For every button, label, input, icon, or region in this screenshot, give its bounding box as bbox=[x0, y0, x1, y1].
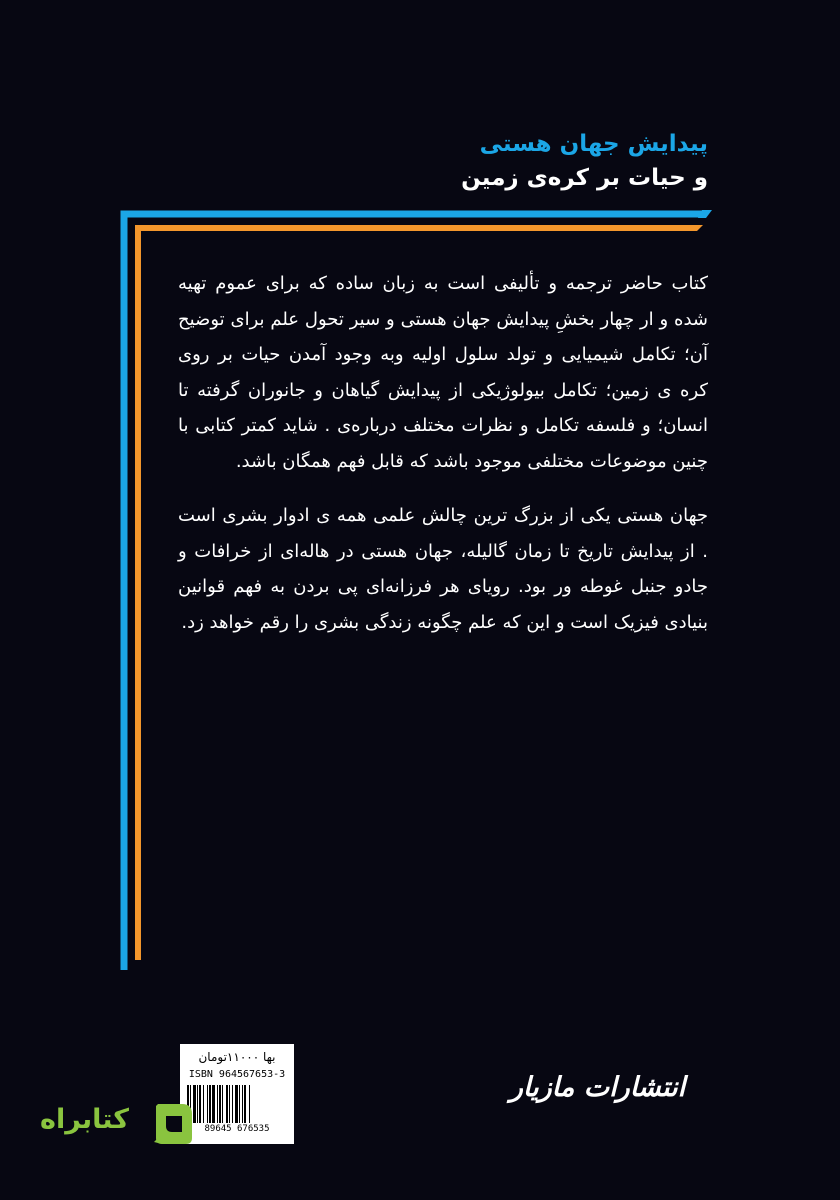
publisher-name: انتشارات مازیار bbox=[509, 1072, 686, 1103]
book-logo-icon bbox=[152, 1098, 196, 1146]
book-title-line-2: و حیات بر کره‌ی زمین bbox=[461, 165, 708, 191]
synopsis-paragraph-1: کتاب حاضر ترجمه و تألیفی است به زبان ساده که برای عموم تهیه شده و ار چهار بخشِ پیدایش جهان هستی و سیر تحول علم برای توضیح آن؛ تکامل شیمیایی و تولد سلول اولیه وبه وجود آمدن حیات بر روی کره ی زمین؛ تکامل بیولوژیکی از پیدایش گیاهان و جانوران گرفته تا انسان؛ و فلسفه تکامل و نظرات مختلف درباره‌ی . شاید کمتر کتابی با چنین موضوعات مختلفی موجود باشد که قابل فهم همگان باشد. bbox=[178, 273, 708, 472]
barcode-number: 89645 676535 bbox=[204, 1124, 270, 1134]
synopsis-paragraph-2: جهان هستی یکی از بزرگ ترین چالش علمی همه ی ادوار بشری است . از پیدایش تاریخ تا زمان گالیله، جهان هستی در هاله‌ای از خرافات و جادو جنبل غوطه ور بود. رویای هر فرزانه‌ای پی بردن به فهم قوانین بنیادی فیزیک است و این که علم چگونه زندگی بشری را رقم خواهد زد. bbox=[178, 505, 708, 633]
store-logo-text: کتابراه bbox=[40, 1104, 129, 1135]
barcode-icon bbox=[185, 1085, 289, 1123]
price-label: بها ۱۱۰۰۰تومان bbox=[198, 1050, 276, 1064]
isbn-label: ISBN 964567653-3 bbox=[188, 1069, 286, 1080]
book-title-line-1: پیدایش جهان هستی bbox=[479, 131, 708, 157]
store-logo bbox=[40, 1098, 200, 1152]
synopsis bbox=[178, 266, 708, 659]
